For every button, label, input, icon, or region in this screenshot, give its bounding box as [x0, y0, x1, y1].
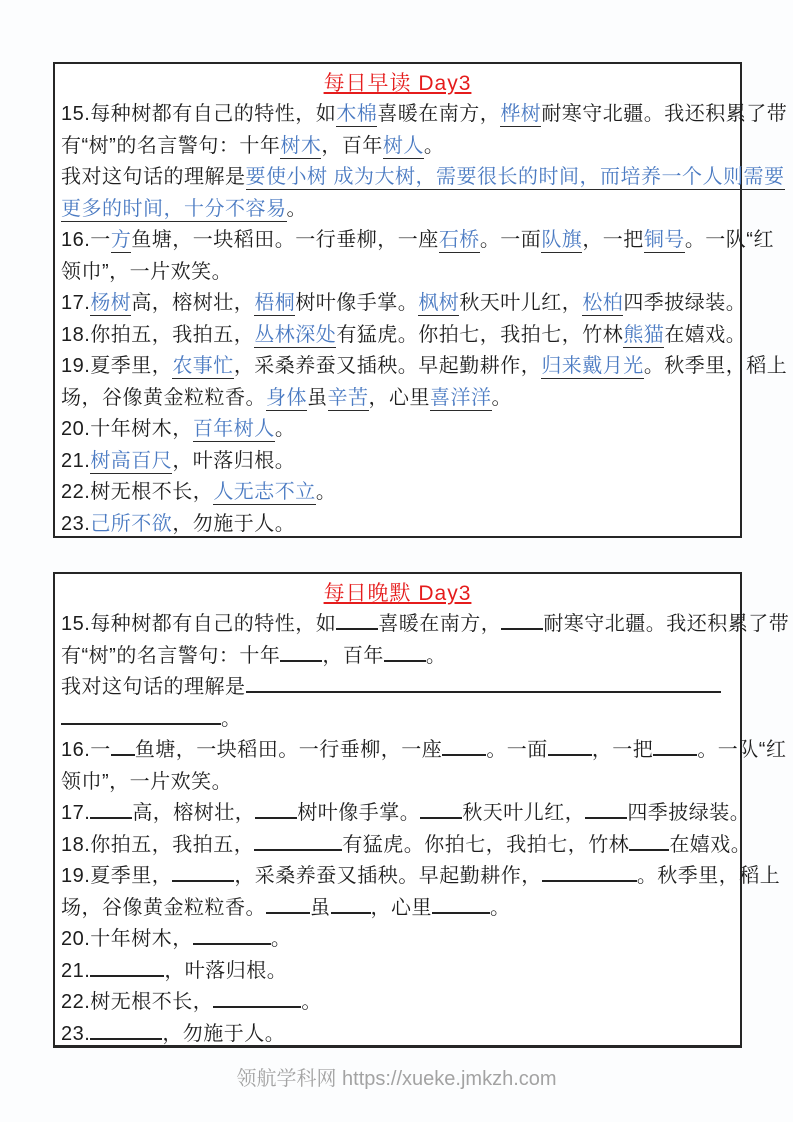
evening-dictation-panel [53, 572, 790, 1048]
blank-segment [90, 1019, 162, 1040]
blank-segment [193, 924, 271, 945]
text-segment: 虽 [310, 896, 331, 919]
worksheet-line [61, 225, 774, 257]
text-segment: 。 [423, 134, 445, 157]
text-segment: 16.一 [61, 229, 111, 251]
answer-segment: 身体 [266, 386, 307, 409]
text-segment: ，叶落归根。 [172, 449, 296, 472]
worksheet-line [61, 288, 747, 320]
answer-segment: 己所不欲 [90, 512, 173, 535]
answer-segment: 辛苦 [327, 386, 369, 409]
answer-segment: 要使小树 成为大树，需要很长的时间，而培养一个人则需要 [245, 166, 785, 188]
text-segment: 。一面 [486, 739, 548, 761]
blank-segment [629, 830, 669, 851]
blank-segment [90, 798, 132, 819]
blank-segment [172, 861, 234, 882]
text-segment: 。一队“红 [697, 739, 787, 761]
worksheet-line [61, 99, 788, 131]
morning-reading-panel [53, 62, 788, 538]
answer-segment: 树人 [382, 134, 424, 157]
answer-segment: 百年树人 [192, 418, 275, 440]
text-segment: 在嬉戏。 [664, 323, 747, 346]
text-segment: 22.树无根不长， [61, 991, 214, 1013]
text-segment: 场，谷像黄金粒粒香。 [61, 896, 266, 919]
text-segment: 场，谷像黄金粒粒香。 [61, 386, 266, 409]
blank-segment [111, 735, 135, 756]
text-segment: ，一把 [591, 739, 654, 761]
blank-segment [653, 735, 697, 756]
text-segment: 23. [61, 512, 91, 535]
answer-segment: 丛林深处 [254, 323, 337, 346]
text-segment: 。秋季里，稻上 [636, 865, 781, 887]
blank-segment [266, 893, 310, 914]
blank-segment [420, 798, 462, 819]
text-segment: 耐寒守北疆。我还积累了带 [541, 103, 788, 125]
answer-segment: 石桥 [438, 229, 480, 251]
text-segment: 有“树”的名言警句：十年 [61, 134, 281, 157]
text-segment: 17. [61, 292, 91, 314]
text-segment: 。 [221, 707, 242, 730]
text-segment: 有“树”的名言警句：十年 [61, 644, 281, 667]
text-segment: 喜暖在南方， [378, 613, 502, 635]
text-segment: 。 [270, 928, 292, 950]
worksheet-line [61, 383, 734, 415]
worksheet-line [61, 477, 734, 509]
answer-segment: 更多的时间，十分不容易 [61, 197, 287, 220]
text-segment: 18.你拍五，我拍五， [61, 323, 255, 346]
text-segment: 16.一 [61, 739, 111, 761]
blank-segment [254, 830, 342, 851]
worksheet-line [61, 861, 781, 893]
text-segment: 22.树无根不长， [61, 481, 214, 503]
text-segment: ，叶落归根。 [164, 959, 288, 982]
text-segment: 高，榕树壮， [131, 292, 255, 314]
text-segment: 。秋季里，稻上 [643, 355, 788, 377]
answer-segment: 归来戴月光 [541, 355, 644, 377]
answer-segment: 方 [110, 229, 132, 251]
text-segment: ，勿施于人。 [162, 1022, 286, 1045]
worksheet-line [61, 1019, 734, 1051]
text-segment: 树叶像手掌。 [297, 802, 421, 824]
worksheet-line [61, 414, 734, 446]
answer-segment: 梧桐 [254, 292, 296, 314]
text-segment: ，一把 [582, 229, 644, 251]
text-segment: 17. [61, 802, 91, 824]
text-segment: 23. [61, 1022, 91, 1045]
text-segment: 领巾”，一片欢笑。 [61, 260, 233, 283]
worksheet-line [61, 509, 734, 541]
worksheet-line [61, 893, 734, 925]
text-segment: 。 [286, 197, 307, 220]
worksheet-line [61, 704, 734, 736]
worksheet-line [61, 767, 734, 799]
text-segment: 19.夏季里， [61, 355, 173, 377]
text-segment: 21. [61, 449, 91, 472]
text-segment: ，心里 [370, 896, 432, 919]
text-segment: 有猛虎。你拍七，我拍七，竹林 [342, 833, 630, 856]
text-segment: 18.你拍五，我拍五， [61, 833, 255, 856]
text-segment: ，百年 [322, 644, 384, 667]
text-segment: 秋天叶儿红， [462, 802, 586, 824]
answer-segment: 农事忙 [172, 355, 234, 377]
blank-segment [90, 956, 164, 977]
blank-segment [213, 987, 301, 1008]
worksheet-line [61, 830, 752, 862]
worksheet-line [61, 641, 734, 673]
answer-segment: 喜洋洋 [430, 386, 492, 409]
text-segment: 喜暖在南方， [377, 103, 501, 125]
worksheet-line [61, 798, 751, 830]
text-segment: ，勿施于人。 [172, 512, 296, 535]
text-segment: 我对这句话的理解是 [61, 166, 246, 188]
blank-segment [542, 861, 637, 882]
worksheet-line [61, 987, 734, 1019]
text-segment: 15.每种树都有自己的特性，如 [61, 103, 337, 125]
answer-segment: 杨树 [90, 292, 132, 314]
text-segment: ，采桑养蚕又插秧。早起勤耕作， [234, 865, 542, 887]
worksheet-line [61, 131, 734, 163]
text-segment: 15.每种树都有自己的特性，如 [61, 613, 337, 635]
worksheet-line [61, 320, 747, 352]
blank-segment [280, 641, 322, 662]
text-segment: 鱼塘，一块稻田。一行垂柳，一座 [131, 229, 439, 251]
text-segment: 有猛虎。你拍七，我拍七，竹林 [336, 323, 624, 346]
blank-segment [331, 893, 371, 914]
text-segment: ，心里 [368, 386, 430, 409]
worksheet-line [61, 446, 734, 478]
text-segment: 虽 [307, 386, 328, 409]
text-segment: 我对这句话的理解是 [61, 676, 246, 698]
blank-segment [501, 609, 543, 630]
answer-segment: 树高百尺 [90, 449, 173, 472]
text-segment: 四季披绿装。 [623, 292, 747, 314]
text-segment: 。 [274, 418, 296, 440]
text-segment: 。一面 [479, 229, 542, 251]
text-segment: 。 [491, 386, 512, 409]
blank-segment [585, 798, 627, 819]
blank-segment [432, 893, 490, 914]
answer-segment: 枫树 [418, 292, 460, 314]
text-segment: 19.夏季里， [61, 865, 173, 887]
text-segment: 20.十年树木， [61, 418, 193, 440]
answer-segment: 桦树 [500, 103, 542, 125]
text-segment: 耐寒守北疆。我还积累了带 [543, 613, 790, 635]
morning-reading-title: 每日早读 Day3 [323, 72, 472, 95]
answer-segment: 熊猫 [623, 323, 665, 346]
blank-segment [255, 798, 297, 819]
answer-segment: 人无志不立 [213, 481, 316, 503]
evening-dictation-title: 每日晚默 Day3 [323, 582, 472, 605]
text-segment: 在嬉戏。 [669, 833, 752, 856]
blank-segment [246, 672, 721, 693]
blank-segment [548, 735, 592, 756]
worksheet-line [61, 924, 734, 956]
evening-dictation-body [61, 609, 790, 1050]
blank-segment [442, 735, 486, 756]
worksheet-line [61, 194, 734, 226]
text-segment: ，采桑养蚕又插秧。早起勤耕作， [233, 355, 542, 377]
blank-segment [336, 609, 378, 630]
text-segment: 领巾”，一片欢笑。 [61, 770, 233, 793]
text-segment: 四季披绿装。 [627, 802, 751, 824]
text-segment: 秋天叶儿红， [459, 292, 583, 314]
text-segment: 树叶像手掌。 [295, 292, 419, 314]
text-segment: ，百年 [321, 134, 383, 157]
text-segment: 。 [301, 991, 322, 1013]
text-segment: 。 [425, 644, 447, 667]
blank-segment [384, 641, 426, 662]
answer-segment: 铜号 [643, 229, 685, 251]
text-segment: 。 [315, 481, 337, 503]
worksheet-line [61, 351, 788, 383]
worksheet-line [61, 672, 734, 704]
text-segment: 。 [490, 896, 511, 919]
text-segment: 高，榕树壮， [132, 802, 256, 824]
worksheet-line [61, 735, 787, 767]
morning-reading-body [61, 99, 788, 540]
watermark: 领航学科网 https://xueke.jmkzh.com [236, 1068, 557, 1090]
answer-segment: 队旗 [541, 229, 583, 251]
answer-segment: 松柏 [582, 292, 624, 314]
blank-segment [61, 704, 221, 725]
answer-segment: 树木 [280, 134, 322, 157]
worksheet-line [61, 162, 785, 194]
worksheet-line [61, 257, 734, 289]
text-segment: 鱼塘，一块稻田。一行垂柳，一座 [134, 739, 443, 761]
text-segment: 20.十年树木， [61, 928, 193, 950]
worksheet-line [61, 956, 734, 988]
answer-segment: 木棉 [336, 103, 378, 125]
text-segment: 。一队“红 [684, 229, 774, 251]
text-segment: 21. [61, 959, 91, 982]
worksheet-line [61, 609, 790, 641]
